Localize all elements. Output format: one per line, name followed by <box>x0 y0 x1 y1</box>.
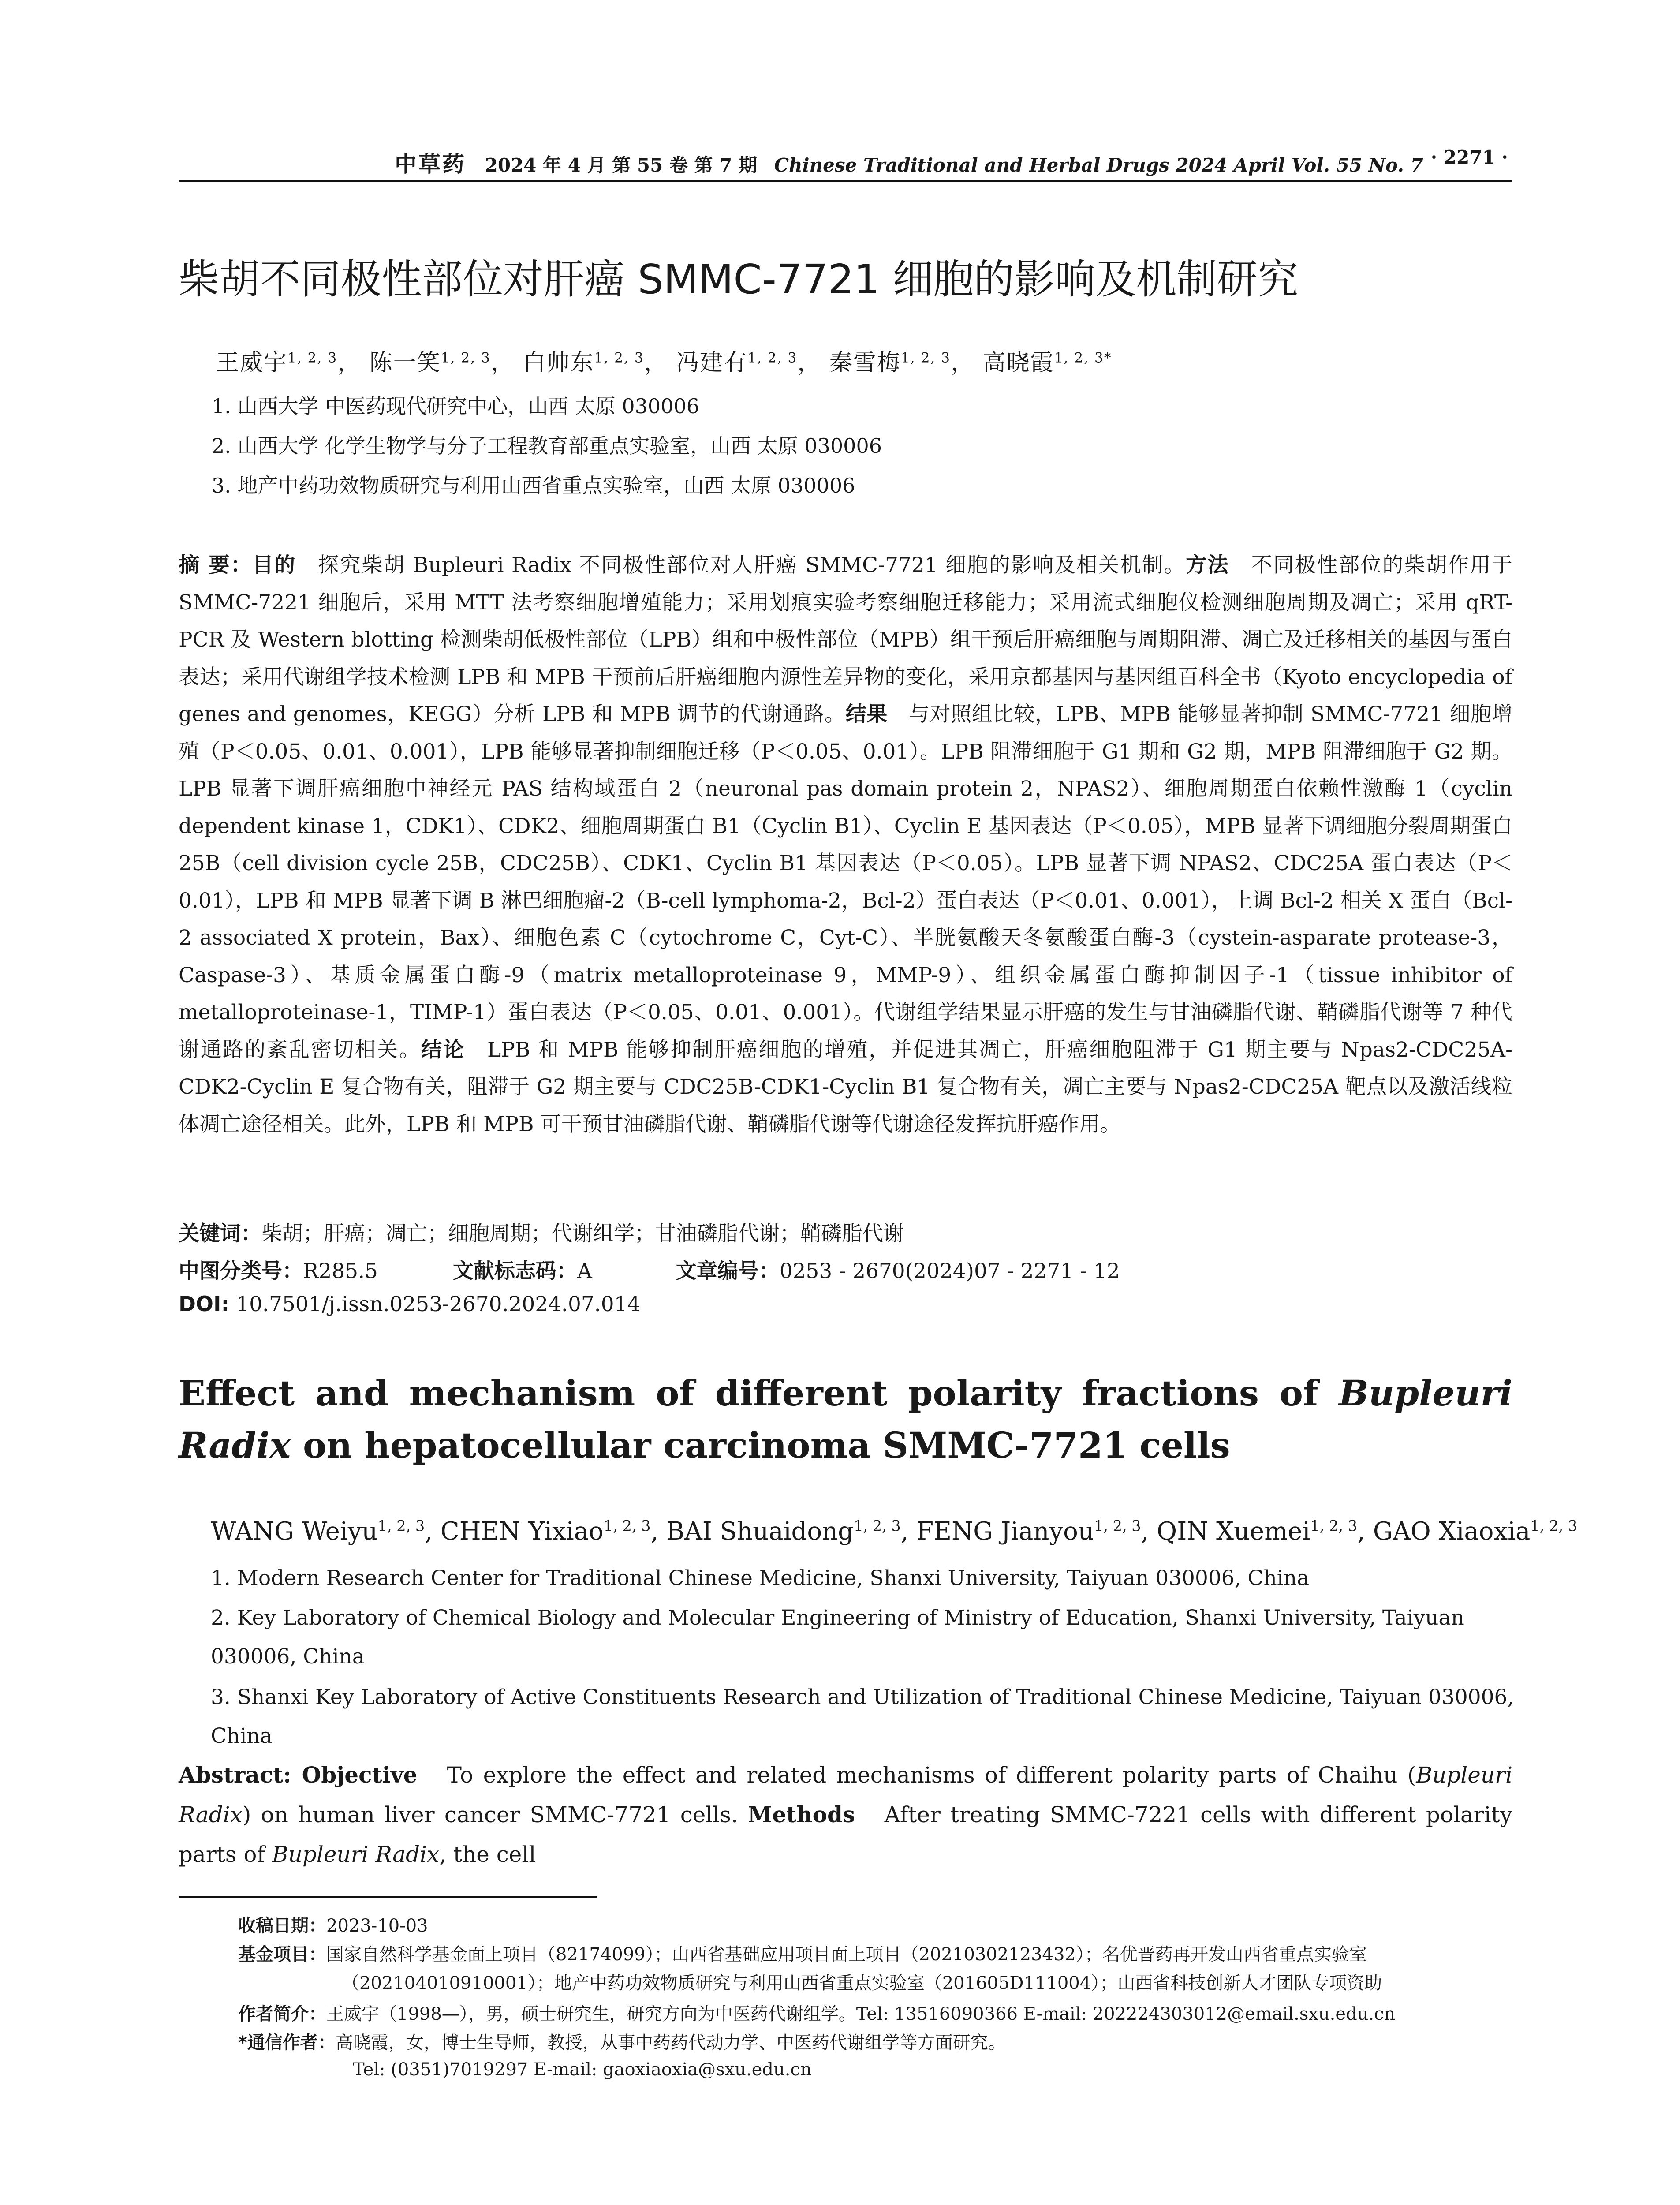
methods-en: After treating SMMC-7221 cells with different polarity parts of <box>179 1802 1512 1867</box>
methods-text: 不同极性部位的柴胡作用于 SMMC-7221 细胞后，采用 MTT 法考察细胞增殖能力；采用划痕实验考察细胞迁移能力；采用流式细胞仪检测细胞周期及凋亡；采用 qRT-PCR 及 Western blotting 检测柴胡低极性部位（LPB）组和中极性部位（MPB）组干预后肝癌细胞与周期阻滞、凋亡及迁移相关的基因与蛋白表达；采用代谢组学技术检测 LPB 和 MPB 干预前后肝癌细胞内源性差异物的变化，采用京都基因与基因组百科全书（Kyoto encyclopedia of genes and genomes，KEGG）分析 LPB 和 MPB 调节的代谢通路。 <box>179 553 1513 726</box>
methods-en-end: , the cell <box>439 1842 536 1867</box>
footnote-corr-contact: Tel: (0351)7019297 E-mail: gaoxiaoxia@sxu.edu.cn <box>353 2059 812 2080</box>
footnote-received <box>238 1912 428 1937</box>
footnote-author <box>238 2000 1395 2025</box>
author-sup: 1, 2, 3 <box>441 350 491 366</box>
affiliation-en: 3. Shanxi Key Laboratory of Active Constituents Research and Utilization of Traditional Chinese Medicine, Taiyuan 030006, China <box>211 1685 1514 1748</box>
doc-value: A <box>577 1259 592 1283</box>
doi <box>179 1292 640 1316</box>
author-name-en: CHEN Yixiao <box>440 1517 604 1546</box>
journal-brand: 中草药 <box>395 151 466 177</box>
author-sup: 1, 2, 3 <box>1310 1517 1358 1535</box>
affiliation-cn: 2. 山西大学 化学生物学与分子工程教育部重点实验室，山西 太原 030006 <box>212 434 882 458</box>
author-name: 冯建有 <box>676 350 748 376</box>
author-name-en: FENG Jianyou <box>916 1517 1094 1546</box>
abstract-cn <box>179 547 1512 1143</box>
title-cn: 柴胡不同极性部位对肝癌 SMMC-7721 细胞的影响及机制研究 <box>179 256 1299 303</box>
abstract-en <box>179 1755 1512 1874</box>
keywords-label: 关键词： <box>179 1222 261 1246</box>
author-bio-label: 作者简介： <box>238 2004 326 2024</box>
article-label: 文章编号： <box>676 1259 780 1283</box>
title-en-italic: Bupleuri Radix <box>179 1372 1512 1466</box>
results-text: 与对照组比较，LPB、MPB 能够显著抑制 SMMC-7721 细胞增殖（P＜0.05、0.01、0.001），LPB 能够显著抑制细胞迁移（P＜0.05、0.01）。LPB 阻滞细胞于 G1 期和 G2 期，MPB 阻滞细胞于 G2 期。LPB 显著下调肝癌细胞中神经元 PAS 结构域蛋白 2（neuronal pas domain protein 2，NPAS2）、细胞周期蛋白依赖性激酶 1（cyclin dependent kinase 1，CDK1）、CDK2、细胞周期蛋白 B1（Cyclin B1）、Cyclin E 基因表达（P＜0.05），MPB 显著下调细胞分裂周期蛋白 25B（cell division cycle 25B，CDC25B）、CDK1、Cyclin B1 基因表达（P＜0.05）。LPB 显著下调 NPAS2、CDC25A 蛋白表达（P＜0.01），LPB 和 MPB 显著下调 B 淋巴细胞瘤-2（B-cell lymphoma-2，Bcl-2）蛋白表达（P＜0.01、0.001），上调 Bcl-2 相关 X 蛋白（Bcl-2 associated X protein，Bax）、细胞色素 C（cytochrome C，Cyt-C）、半胱氨酸天冬氨酸蛋白酶-3（cystein-asparate protease-3，Caspase-3）、基质金属蛋白酶-9（matrix metalloproteinase 9，MMP-9）、组织金属蛋白酶抑制因子-1（tissue inhibitor of metalloproteinase-1，TIMP-1）蛋白表达（P＜0.05、0.01、0.001）。代谢组学结果显示肝癌的发生与甘油磷脂代谢、鞘磷脂代谢等 7 种代谢通路的紊乱密切相关。 <box>179 702 1513 1062</box>
objective-en: To explore the effect and related mechanisms of different polarity parts of Chaihu ( <box>447 1762 1416 1788</box>
received-label: 收稿日期： <box>238 1916 326 1936</box>
clc-label: 中图分类号： <box>179 1259 303 1283</box>
objective-en-italic: Bupleuri Radix <box>179 1762 1512 1828</box>
author-sup: 1, 2, 3 <box>1094 1517 1141 1535</box>
corr-label: *通信作者： <box>238 2033 336 2053</box>
issue-en: Chinese Traditional and Herbal Drugs 2024 April Vol. 55 No. 7 <box>774 154 1423 176</box>
footnote-fund-cont: （202104010910001）；地产中药功效物质研究与利用山西省重点实验室（201605D111004）；山西省科技创新人才团队专项资助 <box>342 1973 1382 1993</box>
author-sup: 1, 2, 3* <box>1054 350 1112 366</box>
author-sup: 1, 2, 3 <box>287 350 338 366</box>
author-name-en: GAO Xiaoxia <box>1373 1517 1531 1546</box>
classification <box>179 1255 1120 1284</box>
methods-label: 方法 <box>1186 553 1230 577</box>
author-sup: 1, 2, 3 <box>900 350 951 366</box>
results-label: 结果 <box>845 702 888 726</box>
footnote-corr <box>238 2029 1006 2054</box>
abstract-label: 摘 要： <box>179 553 253 577</box>
clc-value: R285.5 <box>303 1259 378 1283</box>
doi-label: DOI: <box>179 1292 230 1316</box>
authors-en: WANG Weiyu$^{1, 2, 3}$, CHEN Yixiao$^{1, 2, 3}$, BAI Shuaidong$^{1, 2, 3}$, FENG Jianyou$^{1, 2, 3}$, QIN Xuemei$^{1, 2, 3}$, GAO Xiaoxia$^{1, 2, 3}$ <box>211 1517 1578 1546</box>
footnote-rule <box>179 1896 597 1898</box>
author-sup: 1, 2, 3 <box>377 1517 425 1535</box>
author-sup: 1, 2, 3 <box>603 1517 651 1535</box>
page-number: · 2271 · <box>1430 146 1508 168</box>
keywords-text: 柴胡；肝癌；凋亡；细胞周期；代谢组学；甘油磷脂代谢；鞘磷脂代谢 <box>261 1222 904 1246</box>
author-name-en: QIN Xuemei <box>1157 1517 1310 1546</box>
authors-cn: 王威宇$^{1, 2, 3}$， 陈一笑$^{1, 2, 3}$， 白帅东$^{1, 2, 3}$， 冯建有$^{1, 2, 3}$， 秦雪梅$^{1, 2, 3}$， 高晓霞$^{1, 2, 3*}$ <box>216 350 1112 376</box>
author-name: 白帅东 <box>523 350 594 376</box>
footnote-fund <box>238 1940 1367 1966</box>
author-name: 秦雪梅 <box>829 350 901 376</box>
received-date: 2023-10-03 <box>326 1916 428 1936</box>
author-sup: 1, 2, 3 <box>747 350 798 366</box>
title-en-part: on hepatocellular carcinoma SMMC-7721 cells <box>291 1424 1230 1466</box>
objective-text: 探究柴胡 Bupleuri Radix 不同极性部位对人肝癌 SMMC-7721 细胞的影响及相关机制。 <box>318 553 1186 577</box>
conclusion-label: 结论 <box>421 1037 465 1062</box>
corr-text: 高晓霞，女，博士生导师，教授，从事中药药代动力学、中医药代谢组学等方面研究。 <box>335 2033 1006 2053</box>
affiliation-cn: 1. 山西大学 中医药现代研究中心，山西 太原 030006 <box>212 394 699 418</box>
author-sup: 1, 2, 3 <box>594 350 644 366</box>
author-name-en: WANG Weiyu <box>211 1517 378 1546</box>
methods-en-italic: Bupleuri Radix <box>272 1842 440 1867</box>
conclusion-text: LPB 和 MPB 能够抑制肝癌细胞的增殖，并促进其凋亡，肝癌细胞阻滞于 G1 期主要与 Npas2-CDC25A-CDK2-Cyclin E 复合物有关，阻滞于 G2 期主要与 CDC25B-CDK1-Cyclin B1 复合物有关，凋亡主要与 Npas2-CDC25A 靶点以及激活线粒体凋亡途径相关。此外，LPB 和 MPB 可干预甘油磷脂代谢、鞘磷脂代谢等代谢途径发挥抗肝癌作用。 <box>179 1037 1513 1136</box>
fund-text: 国家自然科学基金面上项目（82174099）；山西省基础应用项目面上项目（20210302123432）；名优晋药再开发山西省重点实验室 <box>326 1944 1367 1965</box>
title-en <box>179 1367 1512 1471</box>
methods-en-label: Methods <box>748 1801 855 1828</box>
author-sup: 1, 2, 3 <box>1530 1517 1578 1535</box>
issue-cn: 2024 年 4 月 第 55 卷 第 7 期 <box>485 154 758 176</box>
doc-label: 文献标志码： <box>452 1259 577 1283</box>
fund-label: 基金项目： <box>238 1944 326 1965</box>
abstract-en-label: Abstract: Objective <box>179 1762 418 1788</box>
author-sup: 1, 2, 3 <box>853 1517 901 1535</box>
affiliation-en: 1. Modern Research Center for Traditional Chinese Medicine, Shanxi University, Taiyuan 030006, China <box>211 1566 1310 1590</box>
author-name-en: BAI Shuaidong <box>666 1517 854 1546</box>
affiliation-en: 2. Key Laboratory of Chemical Biology and Molecular Engineering of Ministry of Education, Shanxi University, Taiyuan 030006, China <box>211 1606 1464 1669</box>
article-value: 0253 - 2670(2024)07 - 2271 - 12 <box>779 1259 1120 1283</box>
keywords <box>179 1217 904 1247</box>
objective-label: 目的 <box>252 553 296 577</box>
affiliation-cn: 3. 地产中药功效物质研究与利用山西省重点实验室，山西 太原 030006 <box>212 474 855 497</box>
author-name: 王威宇 <box>216 350 288 376</box>
author-bio: 王威宇（1998—），男，硕士研究生，研究方向为中医药代谢组学。Tel: 13516090366 E-mail: 202224303012@email.sxu.edu.cn <box>326 2004 1396 2024</box>
author-name: 高晓霞 <box>982 350 1054 376</box>
journal-info <box>395 146 1423 178</box>
running-head <box>179 140 1512 182</box>
objective-en-end: ) on human liver cancer SMMC-7721 cells. <box>242 1802 738 1828</box>
title-en-part: Effect and mechanism of different polarity fractions of <box>179 1372 1339 1414</box>
doi-value: 10.7501/j.issn.0253-2670.2024.07.014 <box>236 1292 641 1316</box>
author-name: 陈一笑 <box>369 350 441 376</box>
